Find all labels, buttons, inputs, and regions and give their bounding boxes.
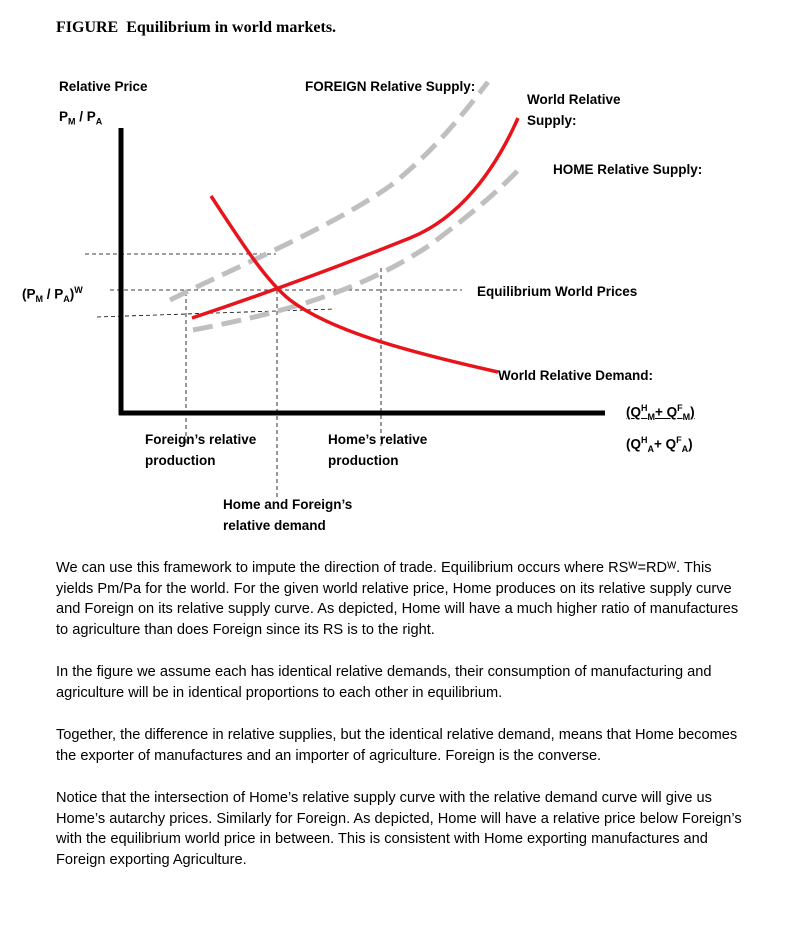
y-var-num-sub: M <box>68 116 76 127</box>
foreign-production-label-line2: production <box>145 453 216 468</box>
relative-demand-label-line2: relative demand <box>223 518 326 533</box>
x-den-close: ) <box>688 436 693 452</box>
equilibrium-price-label <box>22 280 83 310</box>
world-relative-demand-curve <box>211 196 498 372</box>
figure-title-text: Equilibrium in world markets. <box>126 19 337 36</box>
y-var-den-sub: A <box>95 116 103 127</box>
equilibrium-prices-label: Equilibrium World Prices <box>477 284 638 299</box>
x-num-sub2: M <box>682 412 691 423</box>
world-relative-supply-curve <box>192 118 518 318</box>
x-num-sup2: F <box>677 403 683 413</box>
world-supply-label-line1: World Relative <box>527 92 621 107</box>
world-supply-label-line2: Supply: <box>527 113 577 128</box>
figure-title-prefix: FIGURE <box>56 19 119 36</box>
eq-price-close: ) <box>69 286 75 302</box>
eq-price-mid: / P <box>43 286 64 302</box>
foreign-supply-label: FOREIGN Relative Supply: <box>305 79 476 94</box>
eq-price-open: (P <box>22 286 36 302</box>
y-axis-variable <box>59 106 102 133</box>
home-production-label-line2: production <box>328 453 399 468</box>
paragraph-3: Together, the difference in relative supplies, but the identical relative demand, means that Home becomes the exporter of manufactures and an importer of agriculture. Foreign is the converse. <box>56 727 738 764</box>
relative-demand-label-line1: Home and Foreign’s <box>223 497 353 512</box>
home-supply-label: HOME Relative Supply: <box>553 162 703 177</box>
y-var-den: P <box>86 109 96 124</box>
explanation-text <box>56 558 746 892</box>
x-den-sub2: A <box>681 444 689 455</box>
x-axis-denominator <box>626 430 693 460</box>
paragraph-1: We can use this framework to impute the direction of trade. Equilibrium occurs where RSᵂ=RDᵂ. This yields Pm/Pa for the world. For the given world relative price, Home produces on its relative supply curve and Foreign on its relative supply curve. As depicted, Home will have a much higher ratio of manufactures to agriculture than does Foreign since its RS is to the right. <box>56 560 739 638</box>
y-axis-title-text: Relative Price <box>59 79 148 94</box>
x-num-plus: + Q <box>655 404 678 420</box>
x-den-sub1: A <box>647 444 654 455</box>
x-den-open: (Q <box>626 436 641 452</box>
paragraph-2: In the figure we assume each has identical relative demands, their consumption of manufacturing and agriculture will be in identical proportions to each other in equilibrium. <box>56 664 712 701</box>
x-num-sub1: M <box>647 412 655 423</box>
home-production-label-line1: Home’s relative <box>328 432 428 447</box>
eq-price-sub1: M <box>35 294 43 305</box>
x-num-sup1: H <box>641 403 648 413</box>
paragraph-4: Notice that the intersection of Home’s relative supply curve with the relative demand curve will give us Home’s autarchy prices. Similarly for Foreign. As depicted, Home will have a relative price below Foreign’s with the equilibrium world price in between. This is consistent with Home exporting manufactures and Foreign exporting Agriculture. <box>56 790 742 868</box>
x-den-plus: + Q <box>654 436 677 452</box>
eq-price-sup: W <box>74 285 83 295</box>
eq-price-sub2: A <box>63 294 70 305</box>
y-var-num: P <box>59 109 69 124</box>
y-var-sep: / <box>75 109 87 124</box>
x-den-sup2: F <box>676 435 682 445</box>
foreign-production-label-line1: Foreign’s relative <box>145 432 257 447</box>
x-num-open: (Q <box>626 404 641 420</box>
x-den-sup1: H <box>641 435 648 445</box>
y-axis-title <box>59 76 148 97</box>
x-num-close: ) <box>690 404 695 420</box>
foreign-relative-supply-curve <box>170 82 488 300</box>
x-axis-numerator <box>626 398 695 428</box>
world-demand-label: World Relative Demand: <box>498 368 654 383</box>
